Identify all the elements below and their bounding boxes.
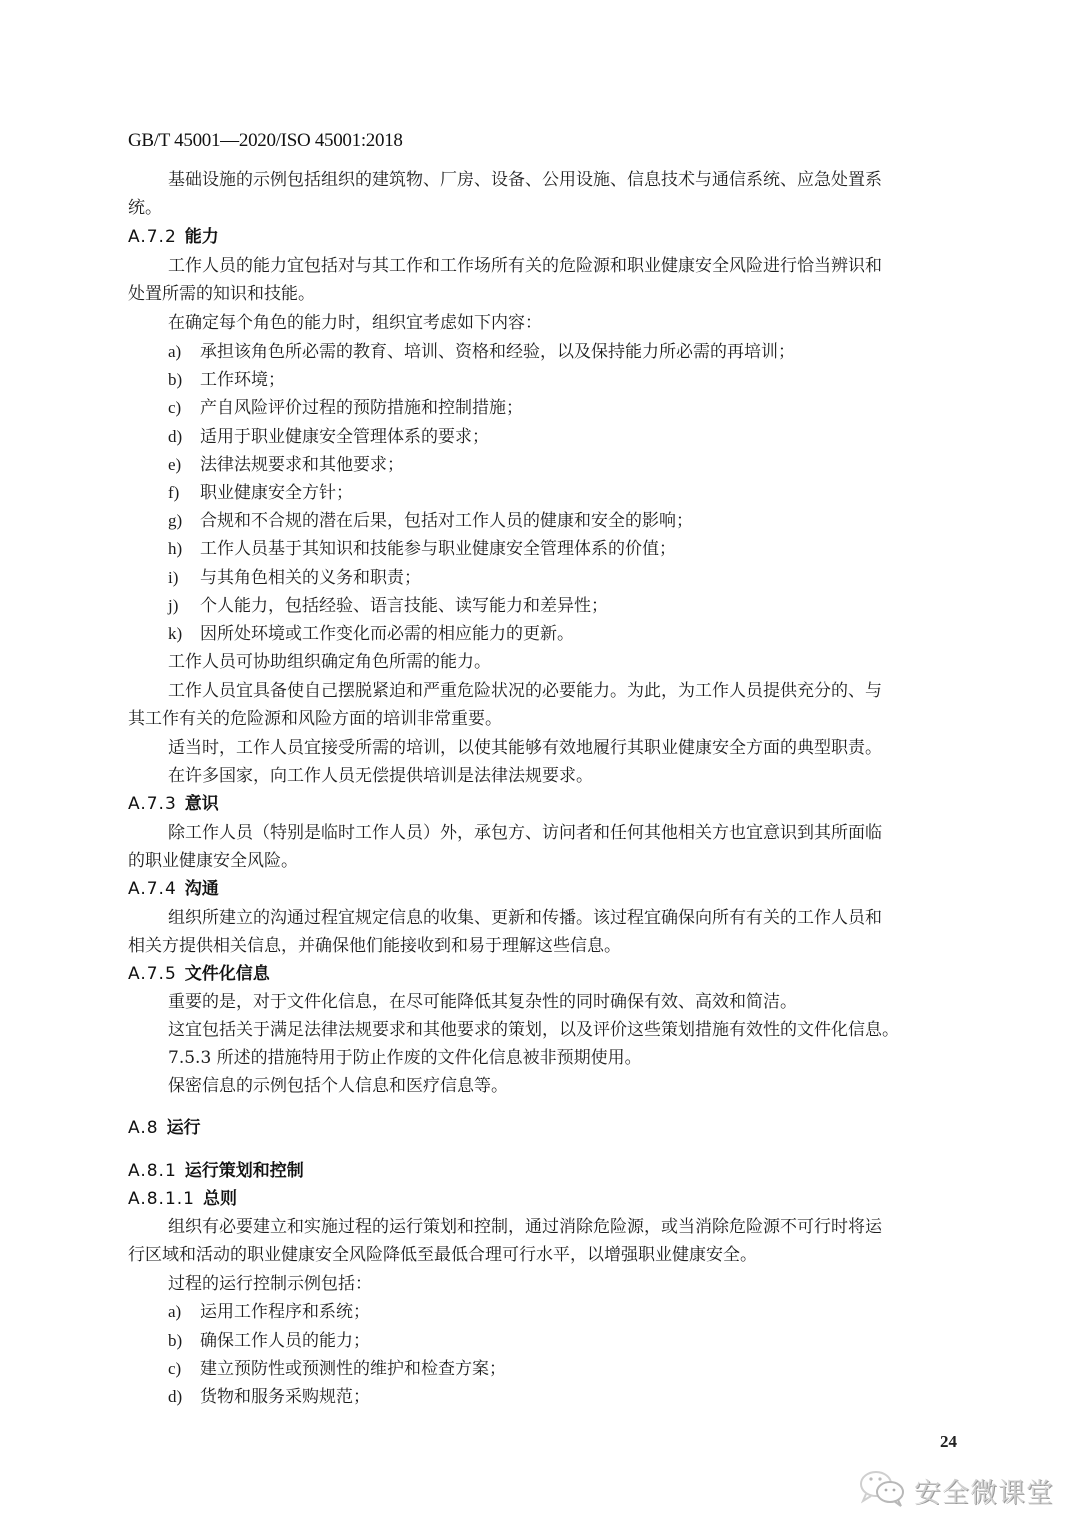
- a811-para1-line1: 组织有必要建立和实施过程的运行策划和控制，通过消除危险源，或当消除危险源不可行时将运: [168, 1217, 882, 1237]
- section-number: A.7.2: [128, 227, 177, 247]
- standard-code-header: GB/T 45001—2020/ISO 45001:2018: [128, 130, 403, 151]
- a72-para4-line1: 工作人员宜具备使自己摆脱紧迫和严重危险状况的必要能力。为此，为工作人员提供充分的、与: [168, 681, 882, 701]
- list-item: d) 适用于职业健康安全管理体系的要求；: [168, 427, 489, 447]
- list-item: b) 确保工作人员的能力；: [168, 1331, 370, 1351]
- list-item: a) 运用工作程序和系统；: [168, 1302, 370, 1322]
- section-heading-a81: A.8.1 运行策划和控制: [128, 1161, 304, 1181]
- a73-para1-line2: 的职业健康安全风险。: [128, 851, 298, 871]
- list-item: a) 承担该角色所必需的教育、培训、资格和经验，以及保持能力所必需的再培训；: [168, 342, 795, 362]
- a74-para1-line1: 组织所建立的沟通过程宜规定信息的收集、更新和传播。该过程宜确保向所有有关的工作人员和: [168, 908, 882, 928]
- list-item: e) 法律法规要求和其他要求；: [168, 455, 404, 475]
- page-number: 24: [940, 1432, 957, 1451]
- a72-para6: 在许多国家，向工作人员无偿提供培训是法律法规要求。: [168, 766, 593, 786]
- list-item: b) 工作环境；: [168, 370, 285, 390]
- list-item: f) 职业健康安全方针；: [168, 483, 353, 503]
- section-heading-a811: A.8.1.1 总则: [128, 1189, 237, 1209]
- a811-para2: 过程的运行控制示例包括：: [168, 1274, 372, 1294]
- section-heading-a75: A.7.5 文件化信息: [128, 964, 270, 984]
- a73-para1-line1: 除工作人员（特别是临时工作人员）外，承包方、访问者和任何其他相关方也宜意识到其所面临: [168, 823, 882, 843]
- section-heading-a73: A.7.3 意识: [128, 794, 219, 814]
- list-item: k) 因所处环境或工作变化而必需的相应能力的更新。: [168, 624, 574, 644]
- intro-paragraph-line2: 统。: [128, 198, 162, 218]
- a75-para2: 这宜包括关于满足法律法规要求和其他要求的策划，以及评价这些策划措施有效性的文件化信息。: [168, 1020, 899, 1040]
- watermark: [858, 1468, 1054, 1512]
- section-heading-a72: [128, 223, 219, 251]
- a75-para4: 保密信息的示例包括个人信息和医疗信息等。: [168, 1076, 508, 1096]
- a74-para1-line2: 相关方提供相关信息，并确保他们能接收到和易于理解这些信息。: [128, 936, 621, 956]
- a72-para1-line1: 工作人员的能力宜包括对与其工作和工作场所有关的危险源和职业健康安全风险进行恰当辨识和: [168, 256, 882, 276]
- list-item: c) 建立预防性或预测性的维护和检查方案；: [168, 1359, 506, 1379]
- section-title: 能力: [184, 227, 219, 247]
- a72-para5: 适当时，工作人员宜接受所需的培训，以使其能够有效地履行其职业健康安全方面的典型职责。: [168, 738, 882, 758]
- list-item: j) 个人能力，包括经验、语言技能、读写能力和差异性；: [168, 596, 608, 616]
- a811-para1-line2: 行区域和活动的职业健康安全风险降低至最低合理可行水平，以增强职业健康安全。: [128, 1245, 757, 1265]
- list-item: d) 货物和服务采购规范；: [168, 1387, 370, 1407]
- a72-para3: 工作人员可协助组织确定角色所需的能力。: [168, 652, 491, 672]
- list-item: i) 与其角色相关的义务和职责；: [168, 568, 421, 588]
- wechat-icon: [858, 1468, 908, 1512]
- list-item: h) 工作人员基于其知识和技能参与职业健康安全管理体系的价值；: [168, 539, 676, 559]
- list-item: g) 合规和不合规的潜在后果，包括对工作人员的健康和安全的影响；: [168, 511, 693, 531]
- list-item: c) 产自风险评价过程的预防措施和控制措施；: [168, 398, 523, 418]
- a72-para4-line2: 其工作有关的危险源和风险方面的培训非常重要。: [128, 709, 502, 729]
- section-heading-a74: A.7.4 沟通: [128, 879, 219, 899]
- a72-para2: 在确定每个角色的能力时，组织宜考虑如下内容：: [168, 313, 542, 333]
- a72-para1-line2: 处置所需的知识和技能。: [128, 284, 315, 304]
- watermark-text: 安全微课堂: [914, 1477, 1054, 1509]
- section-heading-a8: A.8 运行: [128, 1118, 201, 1138]
- a75-para1: 重要的是，对于文件化信息，在尽可能降低其复杂性的同时确保有效、高效和简洁。: [168, 992, 797, 1012]
- intro-paragraph-line1: 基础设施的示例包括组织的建筑物、厂房、设备、公用设施、信息技术与通信系统、应急处置系: [168, 170, 882, 190]
- a75-para3: 7.5.3 所述的措施特用于防止作废的文件化信息被非预期使用。: [168, 1048, 642, 1068]
